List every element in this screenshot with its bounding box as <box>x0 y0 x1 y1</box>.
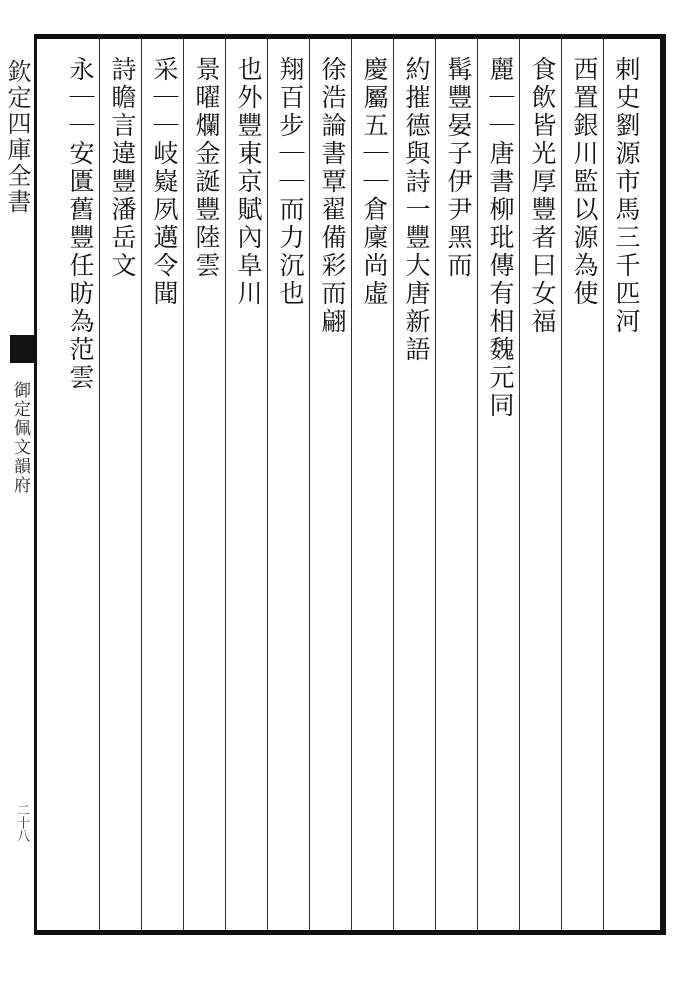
text-column: 采｜｜岐嶷夙邁令聞 <box>150 56 179 308</box>
frame-top-border <box>34 34 666 39</box>
column-rule <box>99 39 100 930</box>
column-rule <box>519 39 520 930</box>
page-number: 二十八 <box>14 803 29 842</box>
text-column: 慶屬五｜｜倉廩尚虛 <box>360 56 389 308</box>
text-column: 景曜爛金誕豐陸雲 <box>192 56 221 280</box>
text-column: 翔百步｜｜而力沉也 <box>276 56 305 308</box>
column-rule <box>141 39 142 930</box>
book-title: 御定佩文韻府 <box>10 381 30 495</box>
text-column: 西置銀川監以源為使 <box>570 56 599 308</box>
column-rule <box>267 39 268 930</box>
text-column: 約摧德與詩一豐大唐新語 <box>402 56 431 364</box>
frame-left-border <box>34 34 37 935</box>
frame-right-border <box>660 34 666 935</box>
text-column: 詩瞻言違豐潘岳文 <box>108 56 137 280</box>
column-rule <box>351 39 352 930</box>
column-rule <box>225 39 226 930</box>
text-column: 也外豐東京賦內阜川 <box>234 56 263 308</box>
column-rule <box>561 39 562 930</box>
frame-bottom-border <box>34 930 666 935</box>
text-column: 髯豐晏子伊尹黑而 <box>444 56 473 280</box>
column-rule <box>435 39 436 930</box>
text-column: 剌史劉源市馬三千匹河 <box>612 56 641 336</box>
text-column: 永｜｜安匱舊豐任昉為范雲 <box>66 56 95 392</box>
column-rule <box>477 39 478 930</box>
collection-title: 欽定四庫全書 <box>3 59 31 215</box>
fish-tail-mark <box>10 335 34 363</box>
text-column: 食飲皆光厚豐者曰女福 <box>528 56 557 336</box>
text-column: 徐浩論書覃翟備彩而翩 <box>318 56 347 336</box>
column-rule <box>183 39 184 930</box>
page-margin <box>0 39 34 930</box>
text-column: 麗｜｜唐書柳玭傳有相魏元同 <box>486 56 515 420</box>
column-rule <box>603 39 604 930</box>
column-rule <box>393 39 394 930</box>
column-rule <box>309 39 310 930</box>
